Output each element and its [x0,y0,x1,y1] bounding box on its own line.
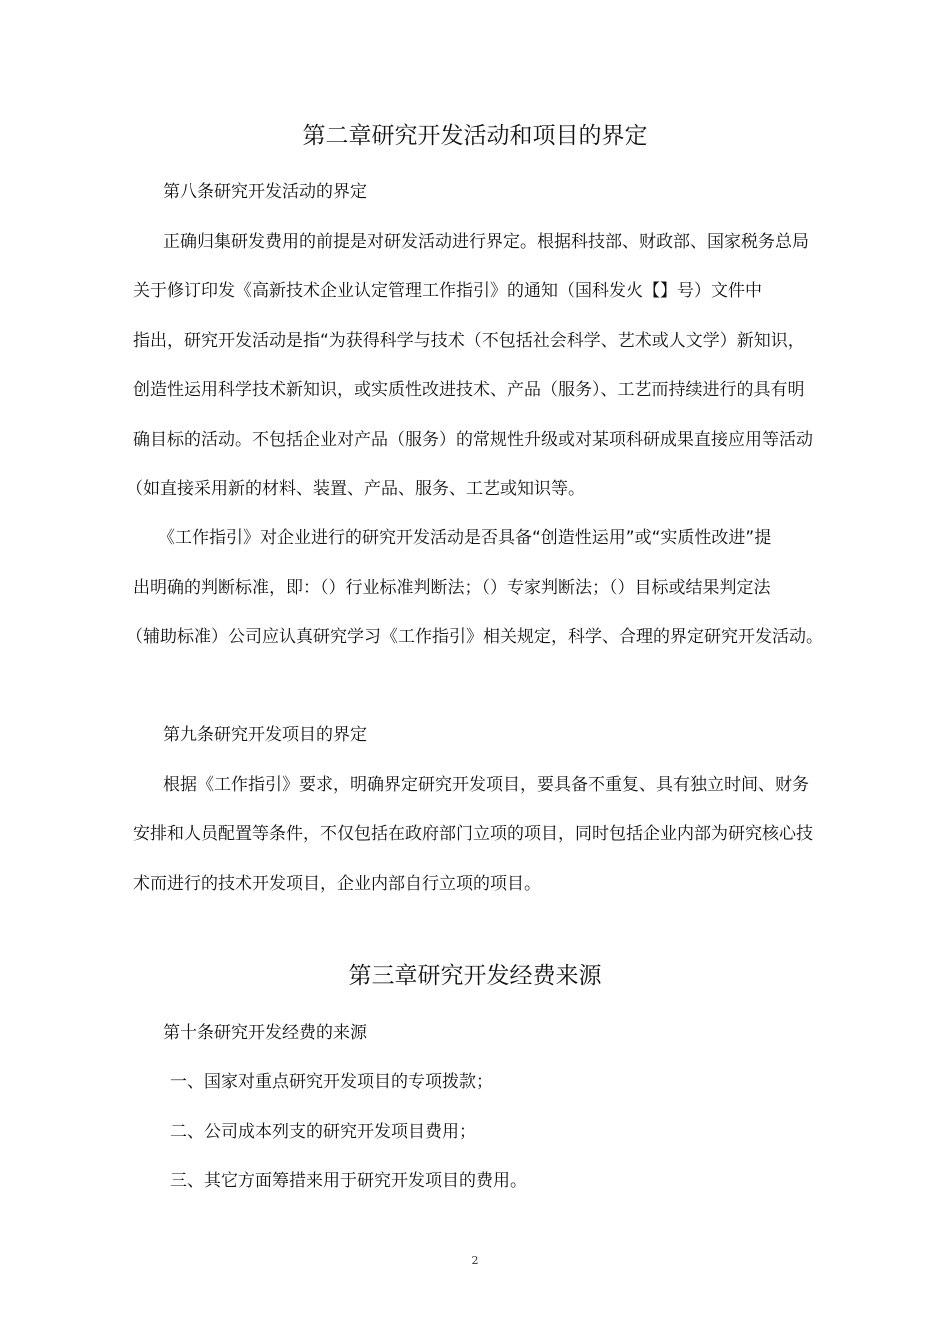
article-8-line: 指出，研究开发活动是指“为获得科学与技术（不包括社会科学、艺术或人文学）新知识， [133,331,805,351]
article-8-line: 《工作指引》对企业进行的研究开发活动是否具备“创造性运用”或“实质性改进”提 [158,528,772,548]
article-9-line: 安排和人员配置等条件，不仅包括在政府部门立项的项目，同时包括企业内部为研究核心技 [133,824,813,844]
article-8-line: 关于修订印发《高新技术企业认定管理工作指引》的通知（国科发火【】号）文件中 [133,281,762,301]
chapter-3-title: 第三章研究开发经费来源 [348,963,602,989]
article-8-heading: 第八条研究开发活动的界定 [163,182,367,202]
article-10-heading: 第十条研究开发经费的来源 [163,1023,367,1043]
chapter-2-title: 第二章研究开发活动和项目的界定 [302,123,648,149]
list-item: 三、其它方面筹措来用于研究开发项目的费用。 [170,1171,527,1191]
article-8-line: 确目标的活动。不包括企业对产品（服务）的常规性升级或对某项科研成果直接应用等活动 [133,430,813,450]
article-9-line: 根据《工作指引》要求，明确界定研究开发项目，要具备不重复、具有独立时间、财务 [163,775,809,795]
article-9-heading: 第九条研究开发项目的界定 [163,725,367,745]
page-number: 2 [471,1254,479,1267]
list-item: 二、公司成本列支的研究开发项目费用； [170,1122,476,1142]
article-8-line: 创造性运用科学技术新知识，或实质性改进技术、产品（服务）、工艺而持续进行的具有明 [133,380,805,400]
article-8-line: 正确归集研发费用的前提是对研发活动进行界定。根据科技部、财政部、国家税务总局 [163,232,809,252]
article-8-line: 出明确的判断标准，即：（）行业标准判断法；（）专家判断法；（）目标或结果判定法 [133,578,771,598]
article-9-line: 术而进行的技术开发项目，企业内部自行立项的项目。 [133,874,541,894]
article-8-line: （如直接采用新的材料、装置、产品、服务、工艺或知识等。 [126,479,585,499]
list-item: 一、国家对重点研究开发项目的专项拨款； [170,1072,493,1092]
article-8-line: （辅助标准）公司应认真研究学习《工作指引》相关规定，科学、合理的界定研究开发活动。 [126,627,823,647]
